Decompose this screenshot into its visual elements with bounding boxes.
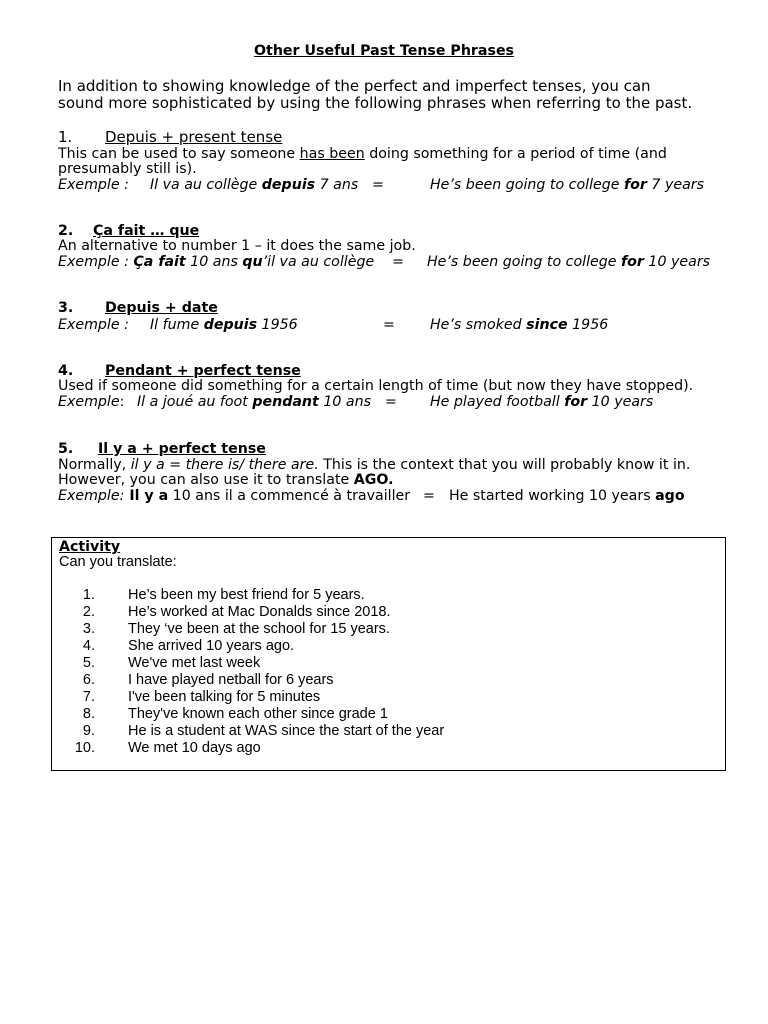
section-5-heading: Il y a + perfect tense (98, 441, 266, 457)
activity-item-number: 7. (82, 689, 95, 705)
section-4-translation: He played football for 10 years (430, 394, 654, 410)
section-5-number: 5. (58, 441, 74, 457)
section-1-equals: = (372, 177, 384, 193)
section-1-example-label: Exemple : (58, 177, 129, 193)
activity-item-number: 8. (82, 706, 95, 722)
activity-item-number: 5. (82, 655, 95, 671)
activity-item-text: I have played netball for 6 years (128, 672, 334, 688)
activity-item-number: 2. (82, 604, 95, 620)
section-4-number: 4. (58, 363, 74, 379)
activity-heading: Activity (59, 539, 121, 555)
activity-box (51, 537, 726, 771)
section-3-translation: He’s smoked since 1956 (430, 317, 609, 333)
section-3-number: 3. (58, 300, 74, 316)
activity-item-number: 6. (82, 672, 95, 688)
section-5-description-2: However, you can also use it to translate AGO. (58, 472, 394, 488)
section-4-description: Used if someone did something for a certain length of time (but now they have stopped). (58, 378, 694, 394)
section-2-translation: He’s been going to college for 10 years (427, 254, 711, 270)
activity-item-text: They ‘ve been at the school for 15 years. (128, 621, 390, 637)
section-1-heading: Depuis + present tense (105, 128, 283, 146)
activity-item-number: 3. (82, 621, 95, 637)
activity-prompt: Can you translate: (59, 554, 177, 570)
page-title: Other Useful Past Tense Phrases (253, 43, 515, 59)
section-2-equals: = (392, 254, 404, 270)
activity-item-text: They've known each other since grade 1 (128, 706, 388, 722)
section-2-example: Exemple : Ça fait 10 ans qu’il va au collège (58, 254, 375, 270)
section-3-heading: Depuis + date (105, 300, 218, 316)
section-5-example: Exemple: Il y a 10 ans il a commencé à travailler (58, 488, 411, 504)
section-3-example: Il fume depuis 1956 (150, 317, 298, 333)
section-1-description-2: presumably still is). (58, 161, 197, 177)
activity-item-text: He’s worked at Mac Donalds since 2018. (128, 604, 391, 620)
section-1-description: This can be used to say someone has been doing something for a period of time (and (58, 146, 667, 162)
section-4-example-label: Exemple: (58, 394, 125, 410)
section-2-description: An alternative to number 1 – it does the same job. (58, 238, 416, 254)
section-1-translation: He’s been going to college for 7 years (430, 177, 705, 193)
activity-item-number: 10. (74, 740, 95, 756)
activity-item-text: He is a student at WAS since the start of the year (128, 723, 445, 739)
section-2-number: 2. (58, 223, 74, 239)
section-3-equals: = (383, 317, 395, 333)
activity-item-text: We met 10 days ago (128, 740, 261, 756)
intro-line-1: In addition to showing knowledge of the perfect and imperfect tenses, you can (58, 77, 651, 95)
activity-item-text: He’s been my best friend for 5 years. (128, 587, 365, 603)
section-5-equals: = (423, 488, 435, 504)
section-4-equals: = (385, 394, 397, 410)
activity-item-text: We've met last week (128, 655, 261, 671)
activity-item-number: 4. (82, 638, 95, 654)
intro-line-2: sound more sophisticated by using the following phrases when referring to the past. (58, 94, 693, 112)
section-5-description: Normally, il y a = there is/ there are. This is the context that you will probably know it in. (58, 457, 691, 473)
section-3-example-label: Exemple : (58, 317, 129, 333)
activity-item-text: She arrived 10 years ago. (128, 638, 295, 654)
section-2-heading: Ça fait … que (93, 223, 200, 239)
section-1-example: Il va au collège depuis 7 ans (150, 177, 359, 193)
activity-item-number: 9. (82, 723, 95, 739)
activity-item-text: I've been talking for 5 minutes (128, 689, 321, 705)
section-5-translation: He started working 10 years ago (449, 488, 685, 504)
section-1-number: 1. (58, 128, 73, 146)
section-4-heading: Pendant + perfect tense (105, 363, 301, 379)
activity-item-number: 1. (82, 587, 95, 603)
section-4-example: Il a joué au foot pendant 10 ans (137, 394, 371, 410)
